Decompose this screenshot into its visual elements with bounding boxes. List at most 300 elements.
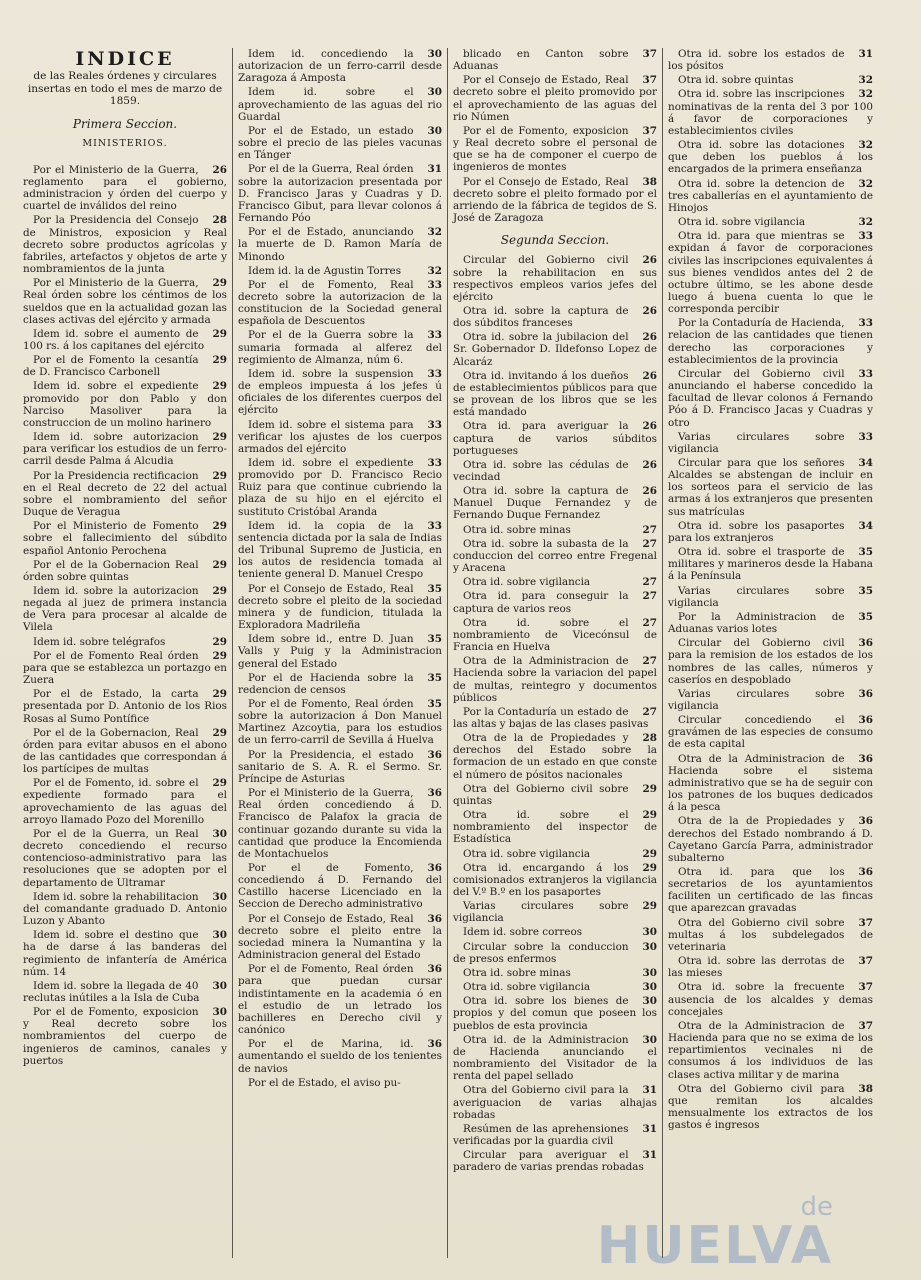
- entry-text: Otra id. para conseguir la captura de varios reos: [453, 590, 629, 615]
- index-entry: [23, 585, 227, 634]
- index-entry: [668, 74, 873, 86]
- index-entry: [238, 279, 442, 328]
- index-entry: [453, 590, 657, 614]
- entry-text: Otra id. para que los secretarios de los ayuntamientos faciliten un certificado de las fincas que aparezcan gravadas: [668, 866, 873, 915]
- index-entry: [23, 470, 227, 519]
- entry-text: Por el de la Guerra, un Real decreto concediendo el recurso contencioso-administrativo para las resoluciones que se adopten por el departamento de Ultramar: [23, 827, 227, 889]
- entry-text: Por el de Fomento, Real decreto sobre la autorizacion de la constitucion de la Sociedad general española de Descuentos: [238, 278, 442, 328]
- entry-text: Por el de Marina, id. aumentando el sueldo de los tenientes de navios: [238, 1038, 442, 1075]
- entry-page-number: 27: [642, 537, 657, 550]
- entry-page-number: 30: [642, 940, 657, 953]
- entry-text: Otra id. para averiguar la captura de varios súbditos portugueses: [453, 420, 657, 457]
- index-entry: [453, 459, 657, 483]
- index-entry: [668, 216, 873, 228]
- index-entry: [453, 1149, 657, 1173]
- entry-text: Varias circulares sobre vigilancia: [668, 584, 845, 609]
- entry-page-number: 37: [642, 74, 657, 87]
- index-entry: [23, 328, 227, 352]
- entry-text: Idem id. sobre el sistema para verificar los ajustes de los cuerpos armados del ejército: [238, 418, 442, 455]
- entry-text: Circular sobre la conduccion de presos enfermos: [453, 940, 629, 965]
- entry-page-number: 36: [427, 748, 442, 761]
- entry-page-number: 26: [642, 485, 657, 498]
- index-entry: [453, 617, 657, 653]
- entry-text: Idem id. sobre el destino que ha de darse á las banderas del regimiento de infantería de América núm. 14: [23, 929, 227, 978]
- index-entry: [668, 917, 873, 953]
- entry-page-number: 30: [427, 48, 442, 60]
- column-4: [663, 48, 878, 1258]
- entry-page-number: 27: [642, 590, 657, 603]
- entry-page-number: 26: [642, 254, 657, 267]
- entry-text: Otra id. sobre las derrotas de las mieses: [668, 955, 845, 980]
- entry-page-number: 36: [858, 752, 873, 765]
- entry-text: Por el de Fomento Real órden para que se establezca un portazgo en Zuera: [23, 649, 227, 687]
- entry-text: Por el de Estado, un estado sobre el precio de las pieles vacunas en Tánger: [238, 124, 442, 162]
- index-entry: [668, 866, 873, 915]
- entry-text: Idem id. sobre la llegada de 40 reclutas inútiles a la Isla de Cuba: [23, 979, 200, 1004]
- entry-text: Por la Presidencia del Consejo de Ministros, exposicion y Real decreto sobre productos agrícolas y fabriles, artefactos y objetos de arte y nombramientos de la junta: [23, 214, 227, 276]
- entry-text: Circular del Gobierno civil anunciando el haberse concedido la facultad de llevar colonos á Fernando Póo á D. Francisco Jacas y Cuadras y otro: [668, 367, 873, 429]
- index-entry: [668, 48, 873, 72]
- index-entry: [23, 929, 227, 978]
- entry-page-number: 37: [858, 955, 873, 968]
- index-entry: [453, 732, 657, 781]
- index-entry: [238, 419, 442, 455]
- index-entry: [23, 727, 227, 776]
- index-entry: [453, 848, 657, 860]
- entry-page-number: 27: [642, 616, 657, 629]
- index-entry: [23, 636, 227, 648]
- entry-text: Otra id. sobre la jubilacion del Sr. Gobernador D. Ildefonso Lopez de Alcaráz: [453, 331, 657, 368]
- index-entry: [668, 431, 873, 455]
- index-entry: [453, 926, 657, 938]
- entry-page-number: 33: [427, 367, 442, 380]
- entry-text: Otra id. sobre las cédulas de vecindad: [453, 458, 629, 483]
- entry-page-number: 29: [642, 861, 657, 874]
- entry-page-number: 31: [642, 1122, 657, 1135]
- watermark-de: de: [800, 1192, 833, 1222]
- index-entry: [238, 749, 442, 785]
- index-entry: [238, 633, 442, 669]
- entry-page-number: 29: [212, 726, 227, 739]
- entry-page-number: 37: [642, 124, 657, 137]
- index-entry: [453, 862, 657, 898]
- index-entry: [23, 891, 227, 927]
- entry-text: Idem id. sobre autorizacion para verificar los estudios de un ferro-carril desde Palma á Alcudia: [23, 431, 227, 468]
- index-entry: [453, 176, 657, 225]
- index-entry: [238, 329, 442, 365]
- entry-page-number: 30: [212, 890, 227, 903]
- entry-text: Otra id. sobre el nombramiento del inspector de Estadística: [453, 809, 657, 846]
- entry-text: Circular del Gobierno civil para la remision de los estados de los nombres de las calles, números y caseríos en despoblado: [668, 637, 873, 686]
- entry-page-number: 26: [642, 304, 657, 317]
- entry-text: Otra id. sobre las inscripciones nominativas de la renta del 3 por 100 á favor de corporaciones y establecimientos civiles: [668, 88, 873, 137]
- entry-text: Otra del Gobierno civil para la averiguacion de varias alhajas robadas: [453, 1084, 657, 1121]
- index-entry: [453, 254, 657, 303]
- entry-text: Por el de Fomento, exposicion y Real decreto sobre el personal de que se ha de componer el cuerpo de ingenieros de montes: [453, 124, 657, 174]
- index-entry: [23, 164, 227, 213]
- index-entry: [453, 48, 657, 72]
- entries-col-3: [453, 48, 657, 1173]
- entry-text: Otra del Gobierno civil para que remitan los alcaldes mensualmente los extractos de los gastos é ingresos: [668, 1082, 873, 1132]
- entry-page-number: 32: [427, 264, 442, 277]
- entry-page-number: 35: [858, 610, 873, 623]
- entry-text: Otra id. sobre la frecuente ausencia de los alcaldes y demas concejales: [668, 981, 873, 1018]
- entry-page-number: 36: [858, 687, 873, 700]
- index-entry: [23, 354, 227, 378]
- entry-text: Por el Consejo de Estado, Real decreto sobre el pleito formado por el arriendo de la fábrica de tegidos de S. José de Zaragoza: [453, 175, 657, 225]
- entry-text: Otra de la Administracion de Hacienda sobre la variacion del papel de multas, reintegro y documentos públicos: [453, 655, 657, 704]
- entry-page-number: 36: [427, 963, 442, 976]
- index-entry: [238, 125, 442, 161]
- entry-text: Otra id. sobre los pasaportes para los extranjeros: [668, 519, 845, 544]
- index-entry: [453, 1084, 657, 1120]
- entry-page-number: 35: [427, 633, 442, 646]
- entry-text: Circular para que los señores Alcaldes se abstengan de incluir en los sorteos para el servicio de las armas á los extranjeros que presenten sus matrículas: [668, 457, 873, 518]
- entry-text: Por el de la Guerra, Real órden sobre la autorizacion presentada por D. Francisco Jaras y Cuadras y D. Francisco Gibut, para llevar colonos á Fernando Póo: [238, 163, 442, 225]
- entry-page-number: 32: [858, 88, 873, 101]
- entry-page-number: 26: [642, 420, 657, 433]
- entry-text: Por la Contaduría de Hacienda, relacion de las cantidades que tienen derecho las corporaciones y establecimientos de la provincia: [668, 317, 873, 366]
- index-entry: [238, 520, 442, 581]
- entry-page-number: 30: [427, 86, 442, 99]
- entry-text: Por el de Estado, la carta presentada por D. Antonio de los Rios Rosas al Sumo Pontífice: [23, 688, 227, 725]
- index-entry: [23, 688, 227, 724]
- section-title-1: Primera Seccion.: [72, 116, 178, 131]
- entry-page-number: 27: [642, 655, 657, 668]
- entry-text: Por el de Fomento, id. sobre el expediente formado para el aprovechamiento de las aguas del arroyo llamado Pozo del Morenillo: [23, 777, 227, 826]
- entry-text: Otra id. sobre las dotaciones que deben los pueblos á los encargados de la primera enseñanza: [668, 139, 873, 176]
- archive-watermark-logo: [596, 1192, 833, 1276]
- index-entry: [668, 815, 873, 864]
- entry-text: Por el de Fomento, Real órden sobre la autorizacion á Don Manuel Martinez Azcoytia, para los estudios de un ferro-carril de Sevilla á Huelva: [238, 697, 442, 747]
- entry-text: Varias circulares sobre vigilancia: [668, 687, 845, 712]
- index-entry: [238, 862, 442, 911]
- entry-text: Idem id. sobre el aumento de 100 rs. á los capitanes del ejército: [23, 327, 205, 352]
- index-entry: [668, 1020, 873, 1081]
- entry-text: Otra id. sobre el nombramiento de Vicecónsul de Francia en Huelva: [453, 616, 657, 654]
- index-entry: [668, 753, 873, 814]
- entry-text: Por el de la Guerra sobre la sumaria formada al alferez del regimiento de Almanza, núm 6.: [238, 329, 442, 366]
- entry-page-number: 30: [642, 926, 657, 939]
- index-entry: [668, 585, 873, 609]
- index-entry: [668, 546, 873, 582]
- entry-text: Por el de Hacienda sobre la redencion de censos: [238, 671, 414, 696]
- entry-text: Por el Ministerio de la Guerra, Real órden sobre los céntimos de los sueldos que en la actualidad gozan las clases activas del ejército y armada: [23, 277, 227, 326]
- index-entry: [238, 265, 442, 277]
- entries-col-4: [668, 48, 873, 1131]
- index-entry: [238, 583, 442, 632]
- entry-page-number: 30: [642, 995, 657, 1008]
- ministerios-heading: MINISTERIOS.: [82, 137, 168, 149]
- entry-text: Idem sobre id., entre D. Juan Valls y Puig y la Administracion general del Estado: [238, 633, 442, 670]
- entry-page-number: 34: [858, 457, 873, 469]
- entry-page-number: 29: [212, 327, 227, 340]
- entry-text: Otra id. sobre vigilancia: [463, 981, 591, 994]
- index-entry: [453, 941, 657, 965]
- index-entry: [23, 214, 227, 275]
- entry-text: Por el de Fomento, Real órden para que puedan cursar indistintamente en la academia ó en el estudio de un letrado los bachilleres en Derecho civil y canónico: [238, 963, 442, 1037]
- entry-text: Otra id. sobre el trasporte de militares y marineros desde la Habana á la Península: [668, 546, 873, 583]
- entry-page-number: 33: [427, 329, 442, 342]
- index-entry: [453, 706, 657, 730]
- entry-page-number: 38: [642, 175, 657, 188]
- entry-text: Otra id. para que mientras se expidan á favor de corporaciones civiles las inscripciones equivalentes á sus bienes vendidos antes del 2 de octubre último, se les abone desde luego á buena cuenta lo que le corresponda percibir: [668, 230, 873, 316]
- index-entry: [668, 520, 873, 544]
- index-entry: [668, 714, 873, 750]
- entry-page-number: 28: [642, 732, 657, 745]
- index-entry: [453, 125, 657, 174]
- entry-page-number: 27: [642, 705, 657, 718]
- entry-page-number: 29: [212, 777, 227, 790]
- entry-text: Por el de Fomento, exposicion y Real decreto sobre los nombramientos del cuerpo de ingenieros de caminos, canales y puertos: [23, 1006, 227, 1067]
- index-entry: [23, 777, 227, 826]
- entry-text: Idem id. sobre correos: [463, 926, 583, 939]
- entry-page-number: 36: [858, 815, 873, 828]
- index-entry: [23, 380, 227, 429]
- index-entry: [238, 368, 442, 417]
- index-entry: [23, 520, 227, 556]
- entry-page-number: 30: [212, 827, 227, 840]
- entry-page-number: 29: [212, 277, 227, 290]
- entry-text: Otra id. sobre los estados de los pósitos: [668, 48, 845, 73]
- entry-page-number: 35: [427, 697, 442, 710]
- entry-text: Por el de la Gobernacion, Real órden para evitar abusos en el abono de las cantidades que correspondan á los partícipes de multas: [23, 726, 227, 776]
- entry-page-number: 30: [212, 1006, 227, 1019]
- index-entry: [453, 1123, 657, 1147]
- entry-text: Otra id. encargando á los comisionados extranjeros la vigilancia del V.º B.º en los pasaportes: [453, 861, 657, 898]
- index-entry: [23, 1006, 227, 1067]
- entry-text: Otra id. sobre minas: [463, 523, 571, 536]
- section-title-2: Segunda Seccion.: [500, 233, 610, 248]
- index-entry: [23, 277, 227, 326]
- entry-page-number: 29: [212, 520, 227, 533]
- index-entry: [453, 331, 657, 367]
- entry-text: Por el de Fomento, concediendo á D. Fernando del Castillo hacerse Licenciado en la Seccion de Derecho administrativo: [238, 862, 442, 911]
- entry-text: Idem id. sobre la rehabilitacion del comandante graduado D. Antonio Luzon y Abanto: [23, 890, 227, 928]
- entry-text: Por el de Estado, el aviso pu-: [248, 1076, 401, 1089]
- index-columns: [18, 48, 911, 1258]
- entry-text: Idem id. sobre el aprovechamiento de las aguas del rio Guardal: [238, 86, 442, 123]
- entry-page-number: 33: [427, 418, 442, 431]
- entry-page-number: 36: [427, 862, 442, 874]
- index-entry: [668, 139, 873, 175]
- column-1: [18, 48, 233, 1258]
- entry-page-number: 37: [858, 916, 873, 929]
- entry-text: Idem id. sobre el expediente promovido por don Pablo y don Narciso Masoliver para la construccion de un molino harinero: [23, 380, 227, 429]
- entry-text: Otra id. invitando á los dueños de establecimientos públicos para que se provean de los libros que se les está mandado: [453, 369, 657, 419]
- entry-text: Otra id. sobre vigilancia: [463, 576, 591, 589]
- entry-text: blicado en Canton sobre Aduanas: [453, 48, 629, 73]
- entry-text: Otra id. sobre la captura de Manuel Duque Fernandez y de Fernando Duque Fernandez: [453, 485, 657, 522]
- entry-text: Por el Consejo de Estado, Real decreto sobre el pleito de la sociedad minera y de fundicion, titulada la Exploradora Madrileña: [238, 582, 442, 632]
- index-entry: [238, 457, 442, 518]
- index-entry: [453, 809, 657, 845]
- entry-page-number: 30: [427, 124, 442, 137]
- entry-page-number: 35: [427, 582, 442, 595]
- entry-page-number: 26: [642, 331, 657, 344]
- entry-page-number: 29: [212, 469, 227, 482]
- index-entry: [668, 688, 873, 712]
- index-entry: [23, 828, 227, 889]
- index-subtitle: de las Reales órdenes y circulares insertas en todo el mes de marzo de 1859.: [27, 70, 223, 107]
- entry-page-number: 31: [858, 48, 873, 60]
- entry-page-number: 35: [858, 584, 873, 597]
- entry-text: Idem id. sobre telégrafos: [33, 635, 166, 648]
- column-2: [233, 48, 448, 1258]
- entry-text: Por el Ministerio de la Guerra, Real órden concediendo á D. Francisco de Palafox la gracia de continuar gozando durante su vida la cantidad que produce la Encomienda de Montachuelos: [238, 787, 442, 860]
- entry-page-number: 32: [858, 216, 873, 229]
- index-entry: [668, 368, 873, 429]
- entry-page-number: 26: [642, 369, 657, 382]
- entry-text: Resúmen de las aprehensiones verificadas por la guardia civil: [453, 1122, 629, 1147]
- entry-page-number: 36: [858, 866, 873, 878]
- index-entry: [668, 981, 873, 1017]
- index-entry: [453, 1034, 657, 1083]
- entry-text: Por la Contaduría un estado de las altas y bajas de las clases pasivas: [453, 705, 649, 730]
- entry-text: Idem id. la de Agustin Torres: [248, 264, 402, 277]
- index-entry: [453, 74, 657, 123]
- entry-page-number: 30: [642, 1033, 657, 1046]
- entry-page-number: 33: [858, 230, 873, 243]
- entry-text: Por el Ministerio de la Guerra, reglamento para el gobierno, administracion y órden del cuerpo y cuartel de inválidos del reino: [23, 163, 227, 213]
- index-entry: [238, 86, 442, 122]
- index-entry: [23, 980, 227, 1004]
- entry-page-number: 29: [212, 649, 227, 662]
- entry-page-number: 29: [212, 431, 227, 444]
- index-entry: [453, 995, 657, 1031]
- index-entry: [238, 226, 442, 262]
- index-entry: [668, 611, 873, 635]
- entry-text: Por el de Estado, anunciando la muerte de D. Ramon María de Minondo: [238, 226, 442, 263]
- entry-page-number: 30: [642, 966, 657, 979]
- entry-page-number: 30: [212, 929, 227, 942]
- entry-page-number: 31: [642, 1149, 657, 1162]
- entry-text: Otra id. sobre la detencion de tres caballerías en el ayuntamiento de Hinojos: [668, 177, 873, 214]
- index-entry: [453, 981, 657, 993]
- entry-text: Por la Presidencia, el estado sanitario de S. A. R. el Sermo. Sr. Príncipe de Asturias: [238, 748, 442, 785]
- entry-text: Por la Administracion de Aduanas varios lotes: [668, 610, 845, 636]
- entry-page-number: 30: [212, 979, 227, 992]
- entry-text: Por el Ministerio de Fomento sobre el fallecimiento del súbdito español Antonio Perochena: [23, 520, 227, 557]
- entry-text: Por el Consejo de Estado, Real decreto sobre el pleito promovido por el aprovechamiento de las aguas del rio Númen: [453, 74, 657, 123]
- index-entry: [453, 370, 657, 419]
- entry-page-number: 37: [858, 981, 873, 994]
- index-entry: [668, 1083, 873, 1132]
- entry-page-number: 29: [212, 380, 227, 393]
- entry-text: Circular del Gobierno civil sobre la rehabilitacion en sus respectivos empleos varios jefes del ejército: [453, 254, 657, 303]
- index-entry: [668, 457, 873, 518]
- index-entry: [668, 317, 873, 366]
- entry-text: Idem id. sobre la autorizacion negada al juez de primera instancia de Vera para procesar al alcalde de Vilela: [23, 584, 227, 634]
- entry-page-number: 29: [212, 688, 227, 701]
- entry-text: Otra de la de Propiedades y derechos del Estado sobre la formacion de un estado en que conste el número de pósitos nacionales: [453, 732, 657, 781]
- entry-page-number: 35: [858, 546, 873, 559]
- index-entry: [668, 178, 873, 214]
- entry-text: Otra de la Administracion de Hacienda sobre el sistema administrativo que se ha de seguir con los patrones de los buques dedicados á la pesca: [668, 752, 873, 814]
- index-entry: [668, 637, 873, 686]
- entry-page-number: 29: [212, 558, 227, 571]
- index-entry: [453, 900, 657, 924]
- index-title: INDICE: [75, 48, 175, 70]
- index-entry: [23, 431, 227, 467]
- entry-page-number: 36: [858, 714, 873, 727]
- entry-page-number: 37: [858, 1019, 873, 1032]
- entry-text: Idem id. la copia de la sentencia dictada por la sala de Indias del Tribunal Supremo de Justicia, en los autos de residencia tomada al teniente general D. Manuel Crespo: [238, 519, 442, 581]
- entry-page-number: 35: [427, 671, 442, 684]
- entry-text: Otra id. de la Administracion de Hacienda anunciando el nombramiento del Visitador de la renta del papel sellado: [453, 1033, 657, 1083]
- index-entry: [238, 672, 442, 696]
- index-entry: [238, 1038, 442, 1074]
- index-entry: [238, 787, 442, 860]
- index-entry: [453, 538, 657, 574]
- index-entry: [453, 576, 657, 588]
- watermark-name: HUELVA: [596, 1216, 833, 1276]
- entry-page-number: 36: [858, 637, 873, 650]
- entry-page-number: 32: [858, 177, 873, 190]
- entry-page-number: 30: [642, 981, 657, 994]
- entry-text: Otra id. sobre la subasta de la conduccion del correo entre Fregenal y Aracena: [453, 537, 657, 575]
- entry-text: Por el de la Gobernacion Real órden sobre quintas: [23, 558, 199, 583]
- entry-page-number: 27: [642, 576, 657, 589]
- entry-page-number: 29: [212, 354, 227, 367]
- entry-page-number: 34: [858, 519, 873, 532]
- entry-page-number: 32: [427, 226, 442, 239]
- index-entry: [238, 698, 442, 747]
- entry-page-number: 36: [427, 912, 442, 925]
- entry-page-number: 29: [642, 900, 657, 913]
- entry-page-number: 33: [427, 278, 442, 291]
- entry-text: Por el Consejo de Estado, Real decreto sobre el pleito entre la sociedad minera la Numantina y la Administracion general del Estado: [238, 912, 442, 962]
- index-entry: [453, 524, 657, 536]
- entry-text: Varias circulares sobre vigilancia: [668, 430, 845, 455]
- entry-text: Otra id. sobre vigilancia: [463, 847, 591, 860]
- index-entry: [23, 559, 227, 583]
- index-entry: [238, 163, 442, 224]
- entry-text: Otra id. sobre vigilancia: [678, 216, 806, 229]
- entry-page-number: 32: [858, 74, 873, 87]
- index-entry: [668, 230, 873, 315]
- entry-page-number: 33: [858, 367, 873, 380]
- entry-text: Otra id. sobre minas: [463, 966, 571, 979]
- entry-page-number: 29: [642, 847, 657, 860]
- index-entry: [453, 967, 657, 979]
- index-entry: [453, 305, 657, 329]
- entry-text: Idem id. sobre el expediente promovido por D. Francisco Recio Ruiz para que continue cubriendo la plaza de su hijo en el ejército el sustituto Cristóbal Aranda: [238, 457, 442, 518]
- entry-page-number: 29: [642, 782, 657, 795]
- entry-text: Otra del Gobierno civil sobre multas á los subdelegados de veterinaria: [668, 916, 873, 953]
- index-entry: [453, 420, 657, 456]
- entry-text: Otra del Gobierno civil sobre quintas: [453, 782, 629, 807]
- entry-text: Por el de Fomento la cesantía de D. Francisco Carbonell: [23, 354, 199, 379]
- entry-page-number: 37: [642, 48, 657, 60]
- entry-page-number: 38: [858, 1082, 873, 1095]
- index-header: [23, 48, 227, 150]
- entry-page-number: 28: [212, 214, 227, 227]
- index-entry: [453, 485, 657, 521]
- index-entry: [238, 963, 442, 1036]
- entry-page-number: 33: [858, 430, 873, 443]
- entry-page-number: 32: [858, 139, 873, 152]
- index-entry: [23, 650, 227, 686]
- index-entry: [453, 655, 657, 704]
- entry-text: Circular para averiguar el paradero de varias prendas robadas: [453, 1149, 644, 1174]
- entry-page-number: 29: [212, 635, 227, 648]
- entry-text: Por la Presidencia rectificacion en el Real decreto de 22 del actual sobre el nombramiento del señor Duque de Veragua: [23, 469, 227, 519]
- entry-text: Varias circulares sobre vigilancia: [453, 900, 629, 925]
- entries-col-2: [238, 48, 442, 1089]
- index-entry: [668, 955, 873, 979]
- entry-page-number: 26: [642, 458, 657, 471]
